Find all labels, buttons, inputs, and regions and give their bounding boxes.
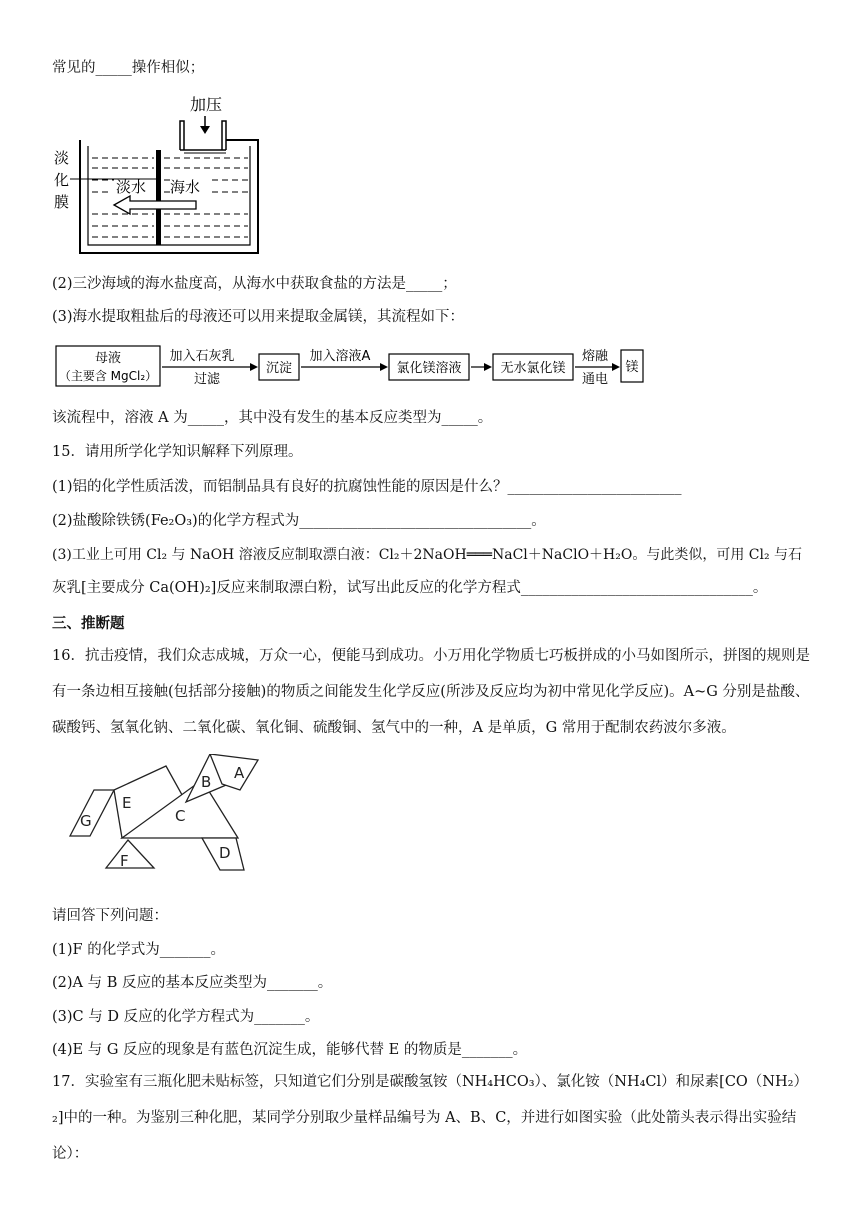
membrane-label-1: 淡 bbox=[54, 149, 70, 167]
flow-box5: 镁 bbox=[625, 360, 639, 375]
question-15-2: (2)盐酸除铁锈(Fe₂O₃)的化学方程式为________________________________。 bbox=[52, 513, 546, 529]
question-16: 16．抗击疫情，我们众志成城，万众一心，便能马到成功。小万用化学物质七巧板拼成的小马如图所示，拼图的规则是有一条边相互接触(包括部分接触)的物质之间能发生化学反应(所涉及反应均为初中常见化学反应)。A~G 分别是盐酸、碳酸钙、氢氧化钠、二氧化碳、氧化铜、硫酸铜、氢气中的一种，A 是单质，G 常用于配制农药波尔多液。 bbox=[52, 648, 810, 736]
question-17: 17．实验室有三瓶化肥未贴标签，只知道它们分别是碳酸氢铵（NH₄HCO₃）、氯化铵（NH₄Cl）和尿素[CO（NH₂）₂]中的一种。为鉴别三种化肥，某同学分别取少量样品编号为 A、B、C，并进行如图实验（此处箭头表示得出实验结论）： bbox=[52, 1074, 808, 1162]
label-g: G bbox=[80, 812, 92, 830]
question-15-1: (1)铝的化学性质活泼，而铝制品具有良好的抗腐蚀性能的原因是什么？________________________ bbox=[52, 479, 682, 495]
question-15-3b: 灰乳[主要成分 Ca(OH)₂]反应来制取漂白粉，试写出此反应的化学方程式________________________________。 bbox=[52, 580, 768, 596]
flow-box2: 沉淀 bbox=[265, 361, 293, 376]
flow-arrow2-top: 加入溶液A bbox=[309, 349, 371, 364]
label-f: F bbox=[120, 852, 129, 870]
pressure-label: 加压 bbox=[190, 95, 223, 114]
label-d: D bbox=[219, 844, 231, 862]
question-15-3a: (3)工业上可用 Cl₂ 与 NaOH 溶液反应制取漂白液：Cl₂＋2NaOH═══NaCl＋NaClO＋H₂O。与此类似，可用 Cl₂ 与石 bbox=[52, 547, 803, 563]
text-line-1: 常见的_____操作相似； bbox=[52, 60, 205, 76]
question-16-4: (4)E 与 G 反应的现象是有蓝色沉淀生成，能够代替 E 的物质是_______。 bbox=[52, 1042, 528, 1058]
question-15: 15．请用所学化学知识解释下列原理。 bbox=[52, 444, 303, 460]
reverse-osmosis-figure bbox=[52, 88, 272, 263]
question-16-3: (3)C 与 D 反应的化学方程式为_______。 bbox=[52, 1009, 320, 1025]
label-e: E bbox=[122, 794, 132, 812]
label-c: C bbox=[175, 807, 186, 825]
flow-arrow1-top: 加入石灰乳 bbox=[169, 349, 235, 364]
label-b: B bbox=[201, 773, 212, 791]
question-3: (3)海水提取粗盐后的母液还可以用来提取金属镁，其流程如下： bbox=[52, 309, 465, 325]
membrane-label-3: 膜 bbox=[54, 193, 70, 211]
question-2: (2)三沙海域的海水盐度高，从海水中获取食盐的方法是_____； bbox=[52, 276, 457, 292]
sea-water-label: 海水 bbox=[170, 178, 201, 196]
fresh-water-label: 淡水 bbox=[116, 178, 147, 196]
piece-g bbox=[70, 790, 114, 836]
flow-box1-line1: 母液 bbox=[94, 351, 122, 366]
flow-box4: 无水氯化镁 bbox=[500, 361, 566, 376]
magnesium-flow-chart bbox=[52, 336, 652, 392]
flow-arrow4-bottom: 通电 bbox=[581, 372, 609, 387]
flow-arrow1-bottom: 过滤 bbox=[193, 372, 221, 387]
question-16-1: (1)F 的化学式为_______。 bbox=[52, 942, 225, 958]
tangram-horse-figure bbox=[62, 754, 277, 876]
piece-f bbox=[106, 840, 154, 868]
section-heading-inference: 三、推断题 bbox=[52, 616, 125, 632]
flow-box1-line2: （主要含 MgCl₂） bbox=[58, 369, 158, 383]
label-a: A bbox=[234, 764, 245, 782]
flow-box3: 氯化镁溶液 bbox=[396, 361, 462, 376]
membrane-label-2: 化 bbox=[54, 171, 70, 189]
question-16-intro: 请回答下列问题： bbox=[52, 908, 168, 924]
question-16-2: (2)A 与 B 反应的基本反应类型为_______。 bbox=[52, 975, 333, 991]
flow-question: 该流程中，溶液 A 为_____，其中没有发生的基本反应类型为_____。 bbox=[52, 410, 493, 426]
flow-arrow4-top: 熔融 bbox=[581, 349, 609, 364]
